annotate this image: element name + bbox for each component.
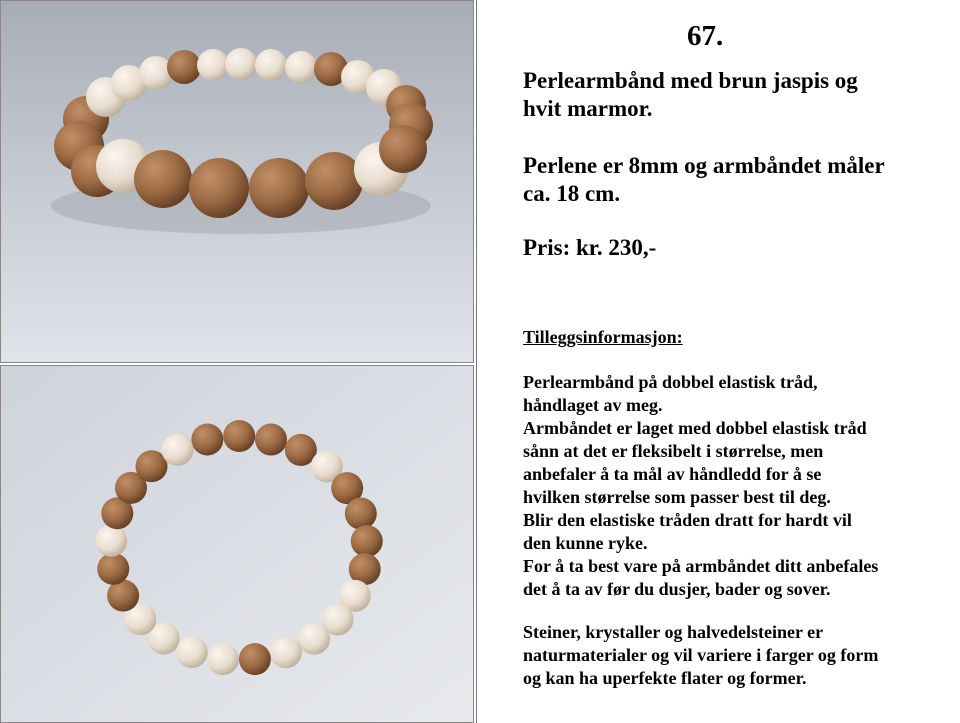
marble-bead <box>207 643 239 675</box>
marble-bead <box>270 636 302 668</box>
jasper-bead <box>255 424 287 456</box>
marble-bead <box>95 525 127 557</box>
material-note: Steiner, krystaller og halvedelsteiner er naturmaterialer og vil variere i farger og form og kan ha uperfekte flater og former. <box>523 622 879 688</box>
jasper-bead <box>134 150 192 208</box>
jasper-bead <box>379 125 427 173</box>
listing-title: Perlearmbånd med brun jaspis og hvit marmor. <box>523 68 858 121</box>
jasper-bead <box>351 525 383 557</box>
marble-bead <box>197 49 229 81</box>
marble-bead <box>255 49 287 81</box>
extra-info-heading: Tilleggsinformasjon: <box>523 327 683 347</box>
marble-bead <box>176 636 208 668</box>
size-info: Perlene er 8mm og armbåndet måler ca. 18 cm. <box>523 153 885 206</box>
jasper-bead <box>239 643 271 675</box>
listing-number: 67. <box>687 20 724 52</box>
price: Pris: kr. 230,- <box>523 235 657 260</box>
jasper-bead <box>223 420 255 452</box>
extra-info-text: Perlearmbånd på dobbel elastisk tråd, håndlaget av meg. Armbåndet er laget med dobbel elastisk tråd sånn at det er fleksibelt i størrelse, men anbefaler å ta mål av håndledd for å se hvilken størrelse som passer best til deg. Blir den elastiske tråden dratt for hardt vil den kunne ryke. For å ta best vare på armbåndet ditt anbefales det å ta av før du dusjer, bader og sover. <box>523 372 879 599</box>
jasper-bead <box>345 498 377 530</box>
marble-bead <box>139 56 173 90</box>
bracelet-photo-side-view <box>0 0 474 363</box>
jasper-bead <box>97 553 129 585</box>
marble-bead <box>285 51 317 83</box>
jasper-bead <box>189 158 249 218</box>
marble-bead <box>225 48 257 80</box>
marble-bead <box>161 434 193 466</box>
jasper-bead <box>249 158 309 218</box>
bracelet-photo-top-view <box>0 365 474 723</box>
jasper-bead <box>191 423 223 455</box>
marble-bead <box>298 623 330 655</box>
description-panel <box>476 0 960 723</box>
jasper-bead <box>167 50 201 84</box>
jasper-bead <box>305 152 363 210</box>
